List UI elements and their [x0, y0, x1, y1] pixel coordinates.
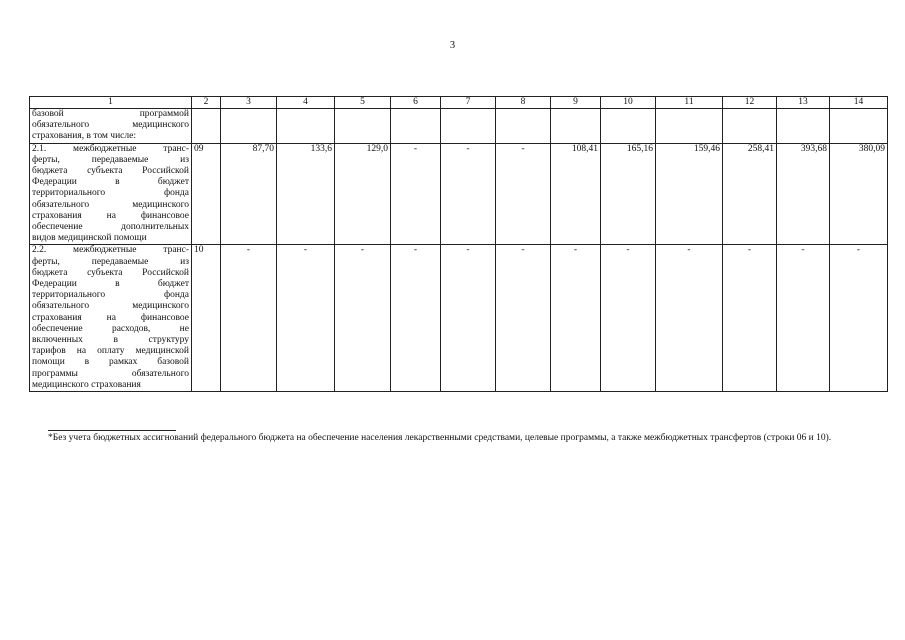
table-cell: - — [391, 143, 441, 245]
row-description — [30, 245, 192, 392]
header-cell: 5 — [335, 97, 391, 109]
table-cell: 87,70 — [221, 143, 277, 245]
footnote: *Без учета бюджетных ассигнований федерального бюджета на обеспечение населения лекарственными средствами, целевые программы, а также межбюджетных трансфертов (строки 06 и 10). — [48, 433, 832, 443]
table-cell: 380,09 — [830, 143, 888, 245]
table-cell: 393,68 — [777, 143, 830, 245]
table-cell — [551, 109, 601, 144]
description-line: ферты, передаваемые из — [32, 256, 189, 267]
description-line: территориального фонда — [32, 188, 189, 199]
description-line: обязательного медицинского — [32, 199, 189, 210]
header-cell: 10 — [601, 97, 656, 109]
table-cell — [277, 109, 335, 144]
description-line: тарифов на оплату медицинской — [32, 346, 189, 357]
header-cell: 4 — [277, 97, 335, 109]
table-cell: 159,46 — [656, 143, 723, 245]
description-line: страхования на финансовое — [32, 210, 189, 221]
table-cell: - — [277, 245, 335, 392]
table-cell: - — [656, 245, 723, 392]
description-line: страхования, в том числе: — [32, 131, 136, 142]
table-cell — [656, 109, 723, 144]
header-cell: 8 — [496, 97, 551, 109]
description-line: обязательного медицинского — [32, 120, 189, 131]
table-cell: - — [601, 245, 656, 392]
description-line: 2.1. межбюджетные транс- — [32, 143, 189, 154]
row-description — [30, 109, 192, 144]
table-cell: - — [723, 245, 777, 392]
table-cell — [601, 109, 656, 144]
header-cell: 6 — [391, 97, 441, 109]
table-cell — [192, 109, 221, 144]
header-cell: 9 — [551, 97, 601, 109]
description-line: бюджета субъекта Российской — [32, 166, 189, 177]
description-line: 2.2. межбюджетные транс- — [32, 245, 189, 256]
row-description — [30, 143, 192, 245]
page-number: 3 — [449, 40, 456, 51]
table-cell: - — [777, 245, 830, 392]
table-cell — [830, 109, 888, 144]
description-line: помощи в рамках базовой — [32, 357, 189, 368]
table-row — [30, 245, 888, 392]
header-cell: 7 — [441, 97, 496, 109]
footnote-divider — [48, 430, 176, 431]
table-cell — [335, 109, 391, 144]
table-cell: - — [441, 143, 496, 245]
header-cell: 13 — [777, 97, 830, 109]
header-cell: 11 — [656, 97, 723, 109]
table-cell: 129,0 — [335, 143, 391, 245]
row-code: 10 — [192, 245, 221, 392]
table-cell: - — [221, 245, 277, 392]
table-cell: - — [830, 245, 888, 392]
description-line: Федерации в бюджет — [32, 177, 189, 188]
table-cell: - — [496, 143, 551, 245]
description-line: территориального фонда — [32, 290, 189, 301]
description-line: бюджета субъекта Российской — [32, 267, 189, 278]
table-cell: - — [551, 245, 601, 392]
description-line: Федерации в бюджет — [32, 279, 189, 290]
table-cell: 165,16 — [601, 143, 656, 245]
table-cell — [441, 109, 496, 144]
table-cell — [221, 109, 277, 144]
data-table — [29, 96, 888, 392]
table-row — [30, 109, 888, 144]
description-line: обеспечение дополнительных — [32, 222, 189, 233]
description-line: включенных в структуру — [32, 335, 189, 346]
description-line: программы обязательного — [32, 368, 189, 379]
table-cell: - — [391, 245, 441, 392]
table-cell — [496, 109, 551, 144]
description-line: базовой программой — [32, 109, 189, 119]
table-cell: 108,41 — [551, 143, 601, 245]
header-cell: 14 — [830, 97, 888, 109]
header-cell: 12 — [723, 97, 777, 109]
header-cell: 3 — [221, 97, 277, 109]
description-line: медицинского страхования — [32, 379, 141, 390]
row-code: 09 — [192, 143, 221, 245]
header-cell: 2 — [192, 97, 221, 109]
table-cell: - — [335, 245, 391, 392]
table-cell — [723, 109, 777, 144]
table-cell — [777, 109, 830, 144]
table-cell — [391, 109, 441, 144]
table-cell: - — [441, 245, 496, 392]
table-cell: 258,41 — [723, 143, 777, 245]
description-line: видов медицинской помощи — [32, 233, 147, 244]
header-row — [30, 97, 888, 109]
table-cell: - — [496, 245, 551, 392]
description-line: ферты, передаваемые из — [32, 154, 189, 165]
table-row — [30, 143, 888, 245]
table-cell: 133,6 — [277, 143, 335, 245]
description-line: обеспечение расходов, не — [32, 323, 189, 334]
header-cell: 1 — [30, 97, 192, 109]
description-line: обязательного медицинского — [32, 301, 189, 312]
description-line: страхования на финансовое — [32, 312, 189, 323]
